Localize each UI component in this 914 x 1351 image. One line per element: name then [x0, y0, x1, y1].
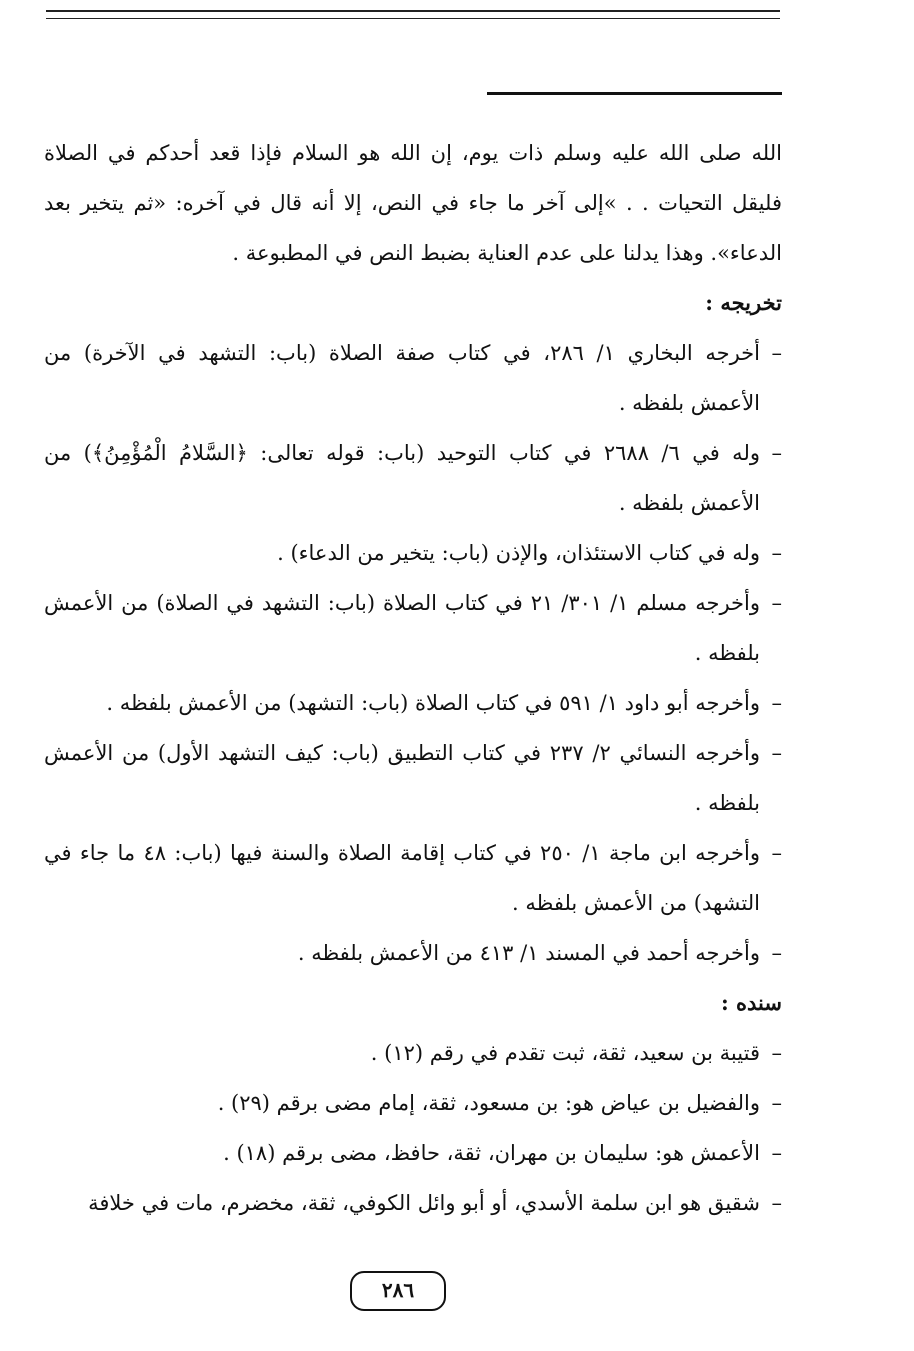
page-body: [44, 128, 782, 1228]
page-number: ٢٨٦: [381, 1278, 415, 1302]
sanad-item: [44, 1078, 782, 1128]
list-dash: –: [771, 541, 782, 565]
takhrij-item: [44, 728, 782, 828]
takhrij-item-text: وأخرجه أحمد في المسند ١/ ٤١٣ من الأعمش بلفظه .: [297, 941, 760, 965]
section-separator-rule: [487, 92, 782, 95]
page-number-frame: [350, 1271, 446, 1311]
sanad-item: [44, 1178, 782, 1228]
sanad-item: [44, 1128, 782, 1178]
takhrij-item-text: أخرجه البخاري ١/ ٢٨٦، في كتاب صفة الصلاة (باب: التشهد في الآخرة) من الأعمش بلفظه .: [44, 341, 760, 415]
list-dash: –: [771, 591, 782, 615]
sanad-item-text: شقيق هو ابن سلمة الأسدي، أو أبو وائل الكوفي، ثقة، مخضرم، مات في خلافة: [88, 1191, 760, 1215]
takhrij-item: [44, 578, 782, 678]
takhrij-item-text: وأخرجه أبو داود ١/ ٥٩١ في كتاب الصلاة (باب: التشهد) من الأعمش بلفظه .: [106, 691, 760, 715]
takhrij-item: [44, 428, 782, 528]
sanad-heading: سنده :: [720, 990, 782, 1015]
takhrij-item-text: وأخرجه النسائي ٢/ ٢٣٧ في كتاب التطبيق (باب: كيف التشهد الأول) من الأعمش بلفظه .: [44, 741, 760, 815]
intro-paragraph: الله صلى الله عليه وسلم ذات يوم، إن الله هو السلام فإذا قعد أحدكم في الصلاة فليقل التحيات . . »إلى آخر ما جاء في النص، إلا أنه قال في آخره: «ثم يتخير بعد الدعاء». وهذا يدلنا على عدم العناية بضبط النص في المطبوعة .: [44, 141, 782, 265]
sanad-item: [44, 1028, 782, 1078]
takhrij-item-text: وأخرجه ابن ماجة ١/ ٢٥٠ في كتاب إقامة الصلاة والسنة فيها (باب: ٤٨ ما جاء في التشهد) من الأعمش بلفظه .: [44, 841, 760, 915]
takhrij-item: [44, 828, 782, 928]
header-double-rule-top: [46, 10, 780, 12]
takhrij-item-text: وله في ٦/ ٢٦٨٨ في كتاب التوحيد (باب: قوله تعالى: ﴿السَّلامُ الْمُؤْمِنُ﴾) من الأعمش بلفظه .: [44, 441, 760, 515]
takhrij-heading: تخريجه :: [705, 290, 782, 315]
sanad-item-text: الأعمش هو: سليمان بن مهران، ثقة، حافظ، مضى برقم (١٨) .: [223, 1141, 760, 1165]
list-dash: –: [771, 441, 782, 465]
sanad-item-text: قتيبة بن سعيد، ثقة، ثبت تقدم في رقم (١٢) .: [370, 1041, 760, 1065]
takhrij-item-text: وله في كتاب الاستئذان، والإذن (باب: يتخير من الدعاء) .: [277, 541, 760, 565]
takhrij-item: [44, 928, 782, 978]
list-dash: –: [771, 941, 782, 965]
takhrij-item: [44, 678, 782, 728]
list-dash: –: [771, 741, 782, 765]
list-dash: –: [771, 1141, 782, 1165]
takhrij-item: [44, 528, 782, 578]
takhrij-item: [44, 328, 782, 428]
takhrij-item-text: وأخرجه مسلم ١/ ٣٠١/ ٢١ في كتاب الصلاة (باب: التشهد في الصلاة) من الأعمش بلفظه .: [44, 591, 760, 665]
list-dash: –: [771, 691, 782, 715]
list-dash: –: [771, 341, 782, 365]
sanad-item-text: والفضيل بن عياض هو: بن مسعود، ثقة، إمام مضى برقم (٢٩) .: [217, 1091, 760, 1115]
header-double-rule-bottom: [46, 18, 780, 19]
list-dash: –: [771, 1041, 782, 1065]
list-dash: –: [771, 1191, 782, 1215]
list-dash: –: [771, 841, 782, 865]
list-dash: –: [771, 1091, 782, 1115]
